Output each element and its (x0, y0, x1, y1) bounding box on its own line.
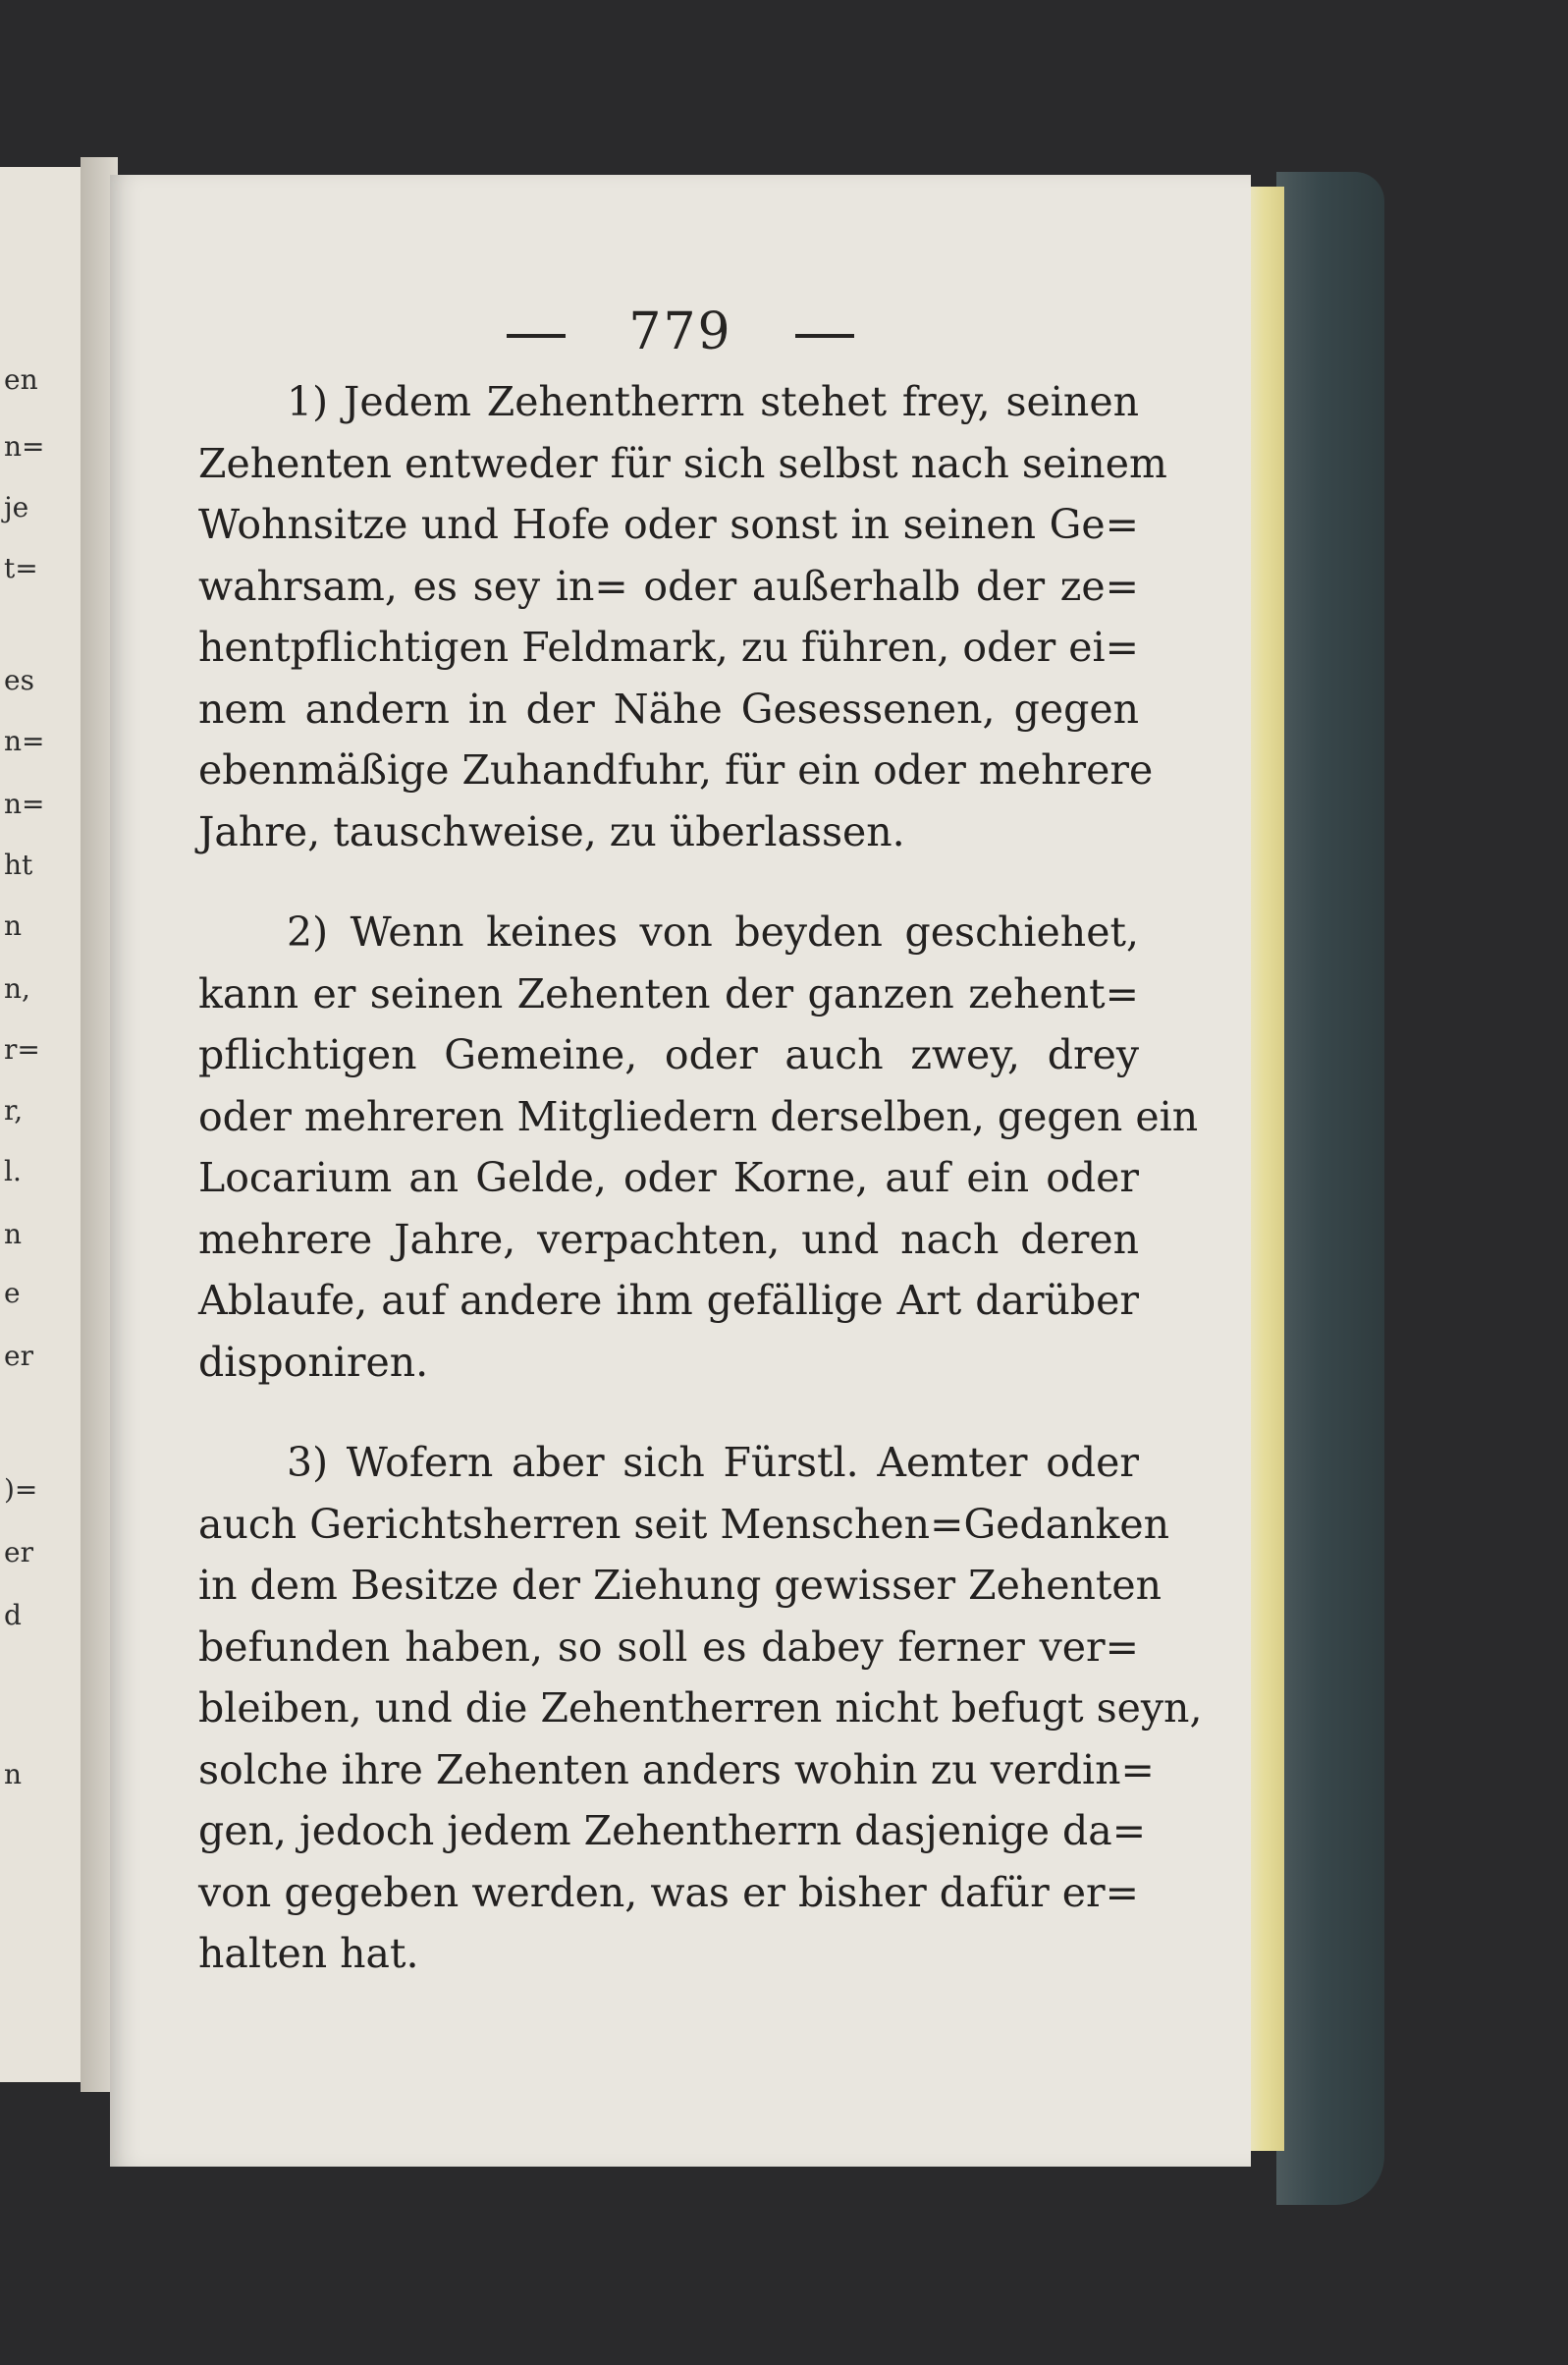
page-body-text (198, 371, 1203, 1985)
left-fragment: n (4, 1758, 23, 1790)
book-cover-edge (1276, 172, 1384, 2205)
paragraph-gap (198, 1393, 1139, 1432)
left-fragment: n= (4, 430, 45, 463)
text-line: gen, jedoch jedem Zehentherrn dasjenige da= (198, 1807, 1147, 1854)
left-page-text-fragments (0, 167, 45, 2082)
left-fragment: er (4, 1340, 33, 1372)
text-line: ebenmäßige Zuhandfuhr, für ein oder mehrere (198, 746, 1154, 794)
left-fragment: n= (4, 725, 45, 757)
header-dash-right (795, 334, 854, 338)
text-line: bleiben, und die Zehentherren nicht befugt seyn, (198, 1684, 1203, 1732)
text-line: solche ihre Zehenten anders wohin zu verdin= (198, 1745, 1155, 1793)
left-fragment: n (4, 909, 23, 942)
text-line: mehrere Jahre, verpachten, und nach deren (198, 1215, 1139, 1263)
left-fragment: er (4, 1536, 33, 1568)
text-line: nem andern in der Nähe Gesessenen, gegen (198, 685, 1139, 733)
text-line: pflichtigen Gemeine, oder auch zwey, drey (198, 1031, 1139, 1078)
text-line: befunden haben, so soll es dabey ferner ver= (198, 1622, 1139, 1671)
text-line: von gegeben werden, was er bisher dafür er= (198, 1868, 1139, 1916)
text-line: hentpflichtigen Feldmark, zu führen, oder ei= (198, 624, 1139, 671)
text-line: disponiren. (198, 1338, 429, 1386)
text-line: 3) Wofern aber sich Fürstl. Aemter oder (287, 1439, 1139, 1486)
page-header (110, 302, 1251, 361)
paragraph-gap (198, 862, 1139, 902)
text-line: Jahre, tauschweise, zu überlassen. (198, 807, 905, 855)
left-fragment: n (4, 1218, 23, 1250)
page-edge-gilt (1245, 187, 1284, 2151)
paragraph (198, 1432, 1203, 1985)
left-fragment: d (4, 1599, 22, 1631)
left-fragment: n= (4, 788, 45, 820)
left-fragment: n, (4, 972, 30, 1005)
text-line: wahrsam, es sey in= oder außerhalb der ze= (198, 562, 1139, 610)
text-line: Zehenten entweder für sich selbst nach seinem (198, 439, 1167, 487)
left-fragment: )= (4, 1473, 38, 1506)
text-line: halten hat. (198, 1930, 419, 1977)
page-number: 779 (628, 302, 732, 361)
paragraph (198, 902, 1199, 1393)
text-line: Wohnsitze und Hofe oder sonst in seinen Ge= (198, 501, 1139, 548)
left-fragment: l. (4, 1155, 22, 1187)
text-line: 1) Jedem Zehentherrn stehet frey, seinen (287, 378, 1139, 425)
left-fragment: ht (4, 849, 33, 881)
left-page (0, 167, 82, 2082)
text-line: kann er seinen Zehenten der ganzen zehent= (198, 969, 1139, 1018)
text-line: Locarium an Gelde, oder Korne, auf ein oder (198, 1154, 1139, 1201)
text-line: oder mehreren Mitgliedern derselben, gegen ein (198, 1092, 1199, 1140)
left-fragment: je (4, 491, 29, 523)
text-line: auch Gerichtsherren seit Menschen=Gedanken (198, 1500, 1170, 1548)
left-fragment: e (4, 1277, 21, 1309)
text-line: in dem Besitze der Ziehung gewisser Zehenten (198, 1562, 1162, 1609)
left-fragment: r, (4, 1094, 24, 1127)
text-line: 2) Wenn keines von beyden geschiehet, (287, 908, 1139, 956)
header-dash-left (507, 334, 566, 338)
paragraph (198, 371, 1167, 862)
left-fragment: t= (4, 552, 38, 584)
left-fragment: en (4, 363, 38, 396)
right-page (110, 175, 1251, 2167)
left-fragment: r= (4, 1033, 40, 1066)
left-fragment: es (4, 664, 34, 696)
text-line: Ablaufe, auf andere ihm gefällige Art darüber (198, 1277, 1139, 1324)
